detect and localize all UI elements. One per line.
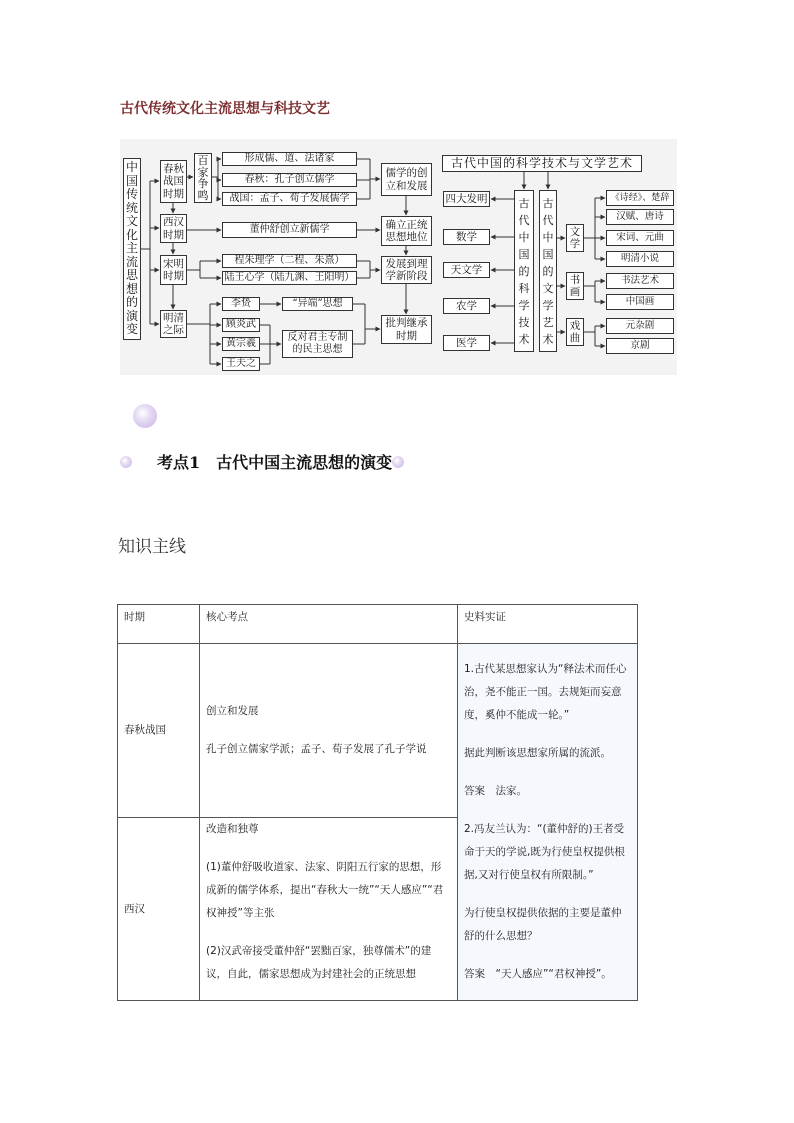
section-heading — [120, 450, 404, 473]
keji-item-box: 天文学 — [443, 262, 490, 278]
knowledge-table — [117, 604, 638, 1001]
wenyi-item-box: 中国画 — [606, 294, 674, 310]
thinker-box: 顾炎武 — [222, 318, 260, 332]
baijia-item-box: 形成儒、道、法诸家 — [222, 152, 357, 166]
page-title: 古代传统文化主流思想与科技文艺 — [120, 101, 330, 117]
stage-box-lixue: 发展到理学新阶段 — [381, 256, 432, 284]
evidence-cell — [458, 644, 638, 1001]
subheading: 知识主线 — [118, 537, 186, 557]
connector-line — [187, 304, 210, 364]
thinker-box: 王夫之 — [222, 357, 260, 371]
evidence-question: 1.古代某思想家认为“释法术而任心治，尧不能正一国。去规矩而妄意度，奚仲不能成一轮。” — [464, 663, 627, 721]
table-header-cell: 时期 — [118, 605, 200, 644]
keji-item-box: 医学 — [443, 335, 490, 351]
connector-line — [584, 281, 595, 302]
stage-box-ruxue: 儒学的创立和发展 — [381, 163, 432, 196]
wenyi-item-box: 汉赋、唐诗 — [606, 209, 674, 225]
period-cell: 春秋战国 — [118, 644, 200, 818]
table-row — [118, 644, 638, 818]
connector-line — [584, 326, 595, 346]
wenyi-item-box: 京剧 — [606, 338, 674, 354]
wenyi-category-box: 书画 — [566, 272, 584, 300]
connector-line — [584, 198, 595, 259]
wenyi-category-box: 文学 — [566, 224, 584, 252]
wenyi-item-box: 明清小说 — [606, 251, 674, 267]
wenyi-item-box: 书法艺术 — [606, 273, 674, 289]
key-point-heading: 改造和独尊 — [206, 823, 259, 835]
connector-line — [357, 261, 370, 278]
keji-item-box: 数学 — [443, 229, 490, 245]
evidence-answer: 答案 法家。 — [464, 785, 527, 797]
concept-map-diagram — [120, 139, 677, 375]
keji-item-box: 四大发明 — [443, 191, 490, 207]
connector-line — [212, 159, 218, 199]
diagram-right-title: 古代中国的科学技术与文学艺术 — [442, 155, 642, 172]
section-title: 考点1 古代中国主流思想的演变 — [157, 453, 393, 472]
period-box-songming: 宋明时期 — [160, 255, 187, 285]
key-points-cell — [200, 818, 458, 1001]
table-header-cell: 核心考点 — [200, 605, 458, 644]
evidence-answer: 答案 “天人感应”“君权神授”。 — [464, 968, 612, 980]
wenyi-item-box: 元杂剧 — [606, 318, 674, 334]
evidence-prompt: 据此判断该思想家所属的流派。 — [464, 747, 611, 759]
baijia-box: 百家争鸣 — [194, 153, 212, 203]
key-points-cell — [200, 644, 458, 818]
minzhu-box: 反对君主专制的民主思想 — [282, 330, 353, 358]
thinker-box: 黄宗羲 — [222, 337, 260, 351]
wenyi-item-box: 《诗经》、楚辞 — [606, 190, 674, 206]
connector-line — [141, 181, 150, 324]
bullet-circle-icon — [120, 456, 132, 468]
stage-box-zhengtong: 确立正统思想地位 — [381, 216, 432, 246]
period-cell: 西汉 — [118, 818, 200, 1001]
key-point-text: 孔子创立儒家学派；孟子、荀子发展了孔子学说 — [206, 743, 427, 755]
keji-box: 古代中国的科学技术 — [514, 190, 534, 352]
key-point-text: (1)董仲舒吸收道家、法家、阴阳五行家的思想，形成新的儒学体系，提出“春秋大一统”“天人感应”“君权神授”等主张 — [206, 861, 444, 919]
thinker-box: 李贽 — [222, 297, 260, 311]
period-box-xihan: 西汉时期 — [160, 214, 187, 243]
xinruxue-box: 董仲舒创立新儒学 — [222, 222, 357, 238]
period-box-chunqiu-zhanguo: 春秋战国时期 — [160, 160, 187, 203]
wenyi-category-box: 戏曲 — [566, 318, 584, 346]
lixue-item-box: 程朱理学（二程、朱熹） — [222, 254, 357, 268]
bullet-circle-icon — [392, 456, 404, 468]
wenyi-box: 古代中国的文学艺术 — [539, 190, 557, 352]
period-box-mingqing: 明清之际 — [160, 310, 187, 338]
keji-item-box: 农学 — [443, 298, 490, 314]
stage-box-pipan: 批判继承时期 — [381, 315, 432, 344]
baijia-item-box: 春秋：孔子创立儒学 — [222, 173, 357, 187]
key-point-heading: 创立和发展 — [206, 705, 259, 717]
lixue-item-box: 陆王心学（陆九渊、王阳明） — [222, 271, 357, 285]
connector-line — [357, 159, 370, 199]
decorative-circle-icon — [133, 404, 157, 428]
yiduan-box: “异端”思想 — [282, 297, 353, 311]
connector-line — [260, 325, 270, 364]
diagram-root-box: 中国传统文化主流思想的演变 — [123, 158, 141, 340]
wenyi-item-box: 宋词、元曲 — [606, 230, 674, 246]
key-point-text: (2)汉武帝接受董仲舒“罢黜百家，独尊儒术”的建议，自此，儒家思想成为封建社会的正统思想 — [206, 945, 432, 980]
table-header-cell: 史料实证 — [458, 605, 638, 644]
table-header-row — [118, 605, 638, 644]
evidence-question: 2.冯友兰认为：“(董仲舒的)王者受命于天的学说,既为行使皇权提供根据,又对行使皇权有所限制。” — [464, 823, 625, 881]
evidence-prompt: 为行使皇权提供依据的主要是董仲舒的什么思想？ — [464, 907, 622, 942]
baijia-item-box: 战国：孟子、荀子发展儒学 — [222, 192, 357, 206]
connector-line — [353, 304, 365, 344]
connector-line — [187, 261, 200, 278]
